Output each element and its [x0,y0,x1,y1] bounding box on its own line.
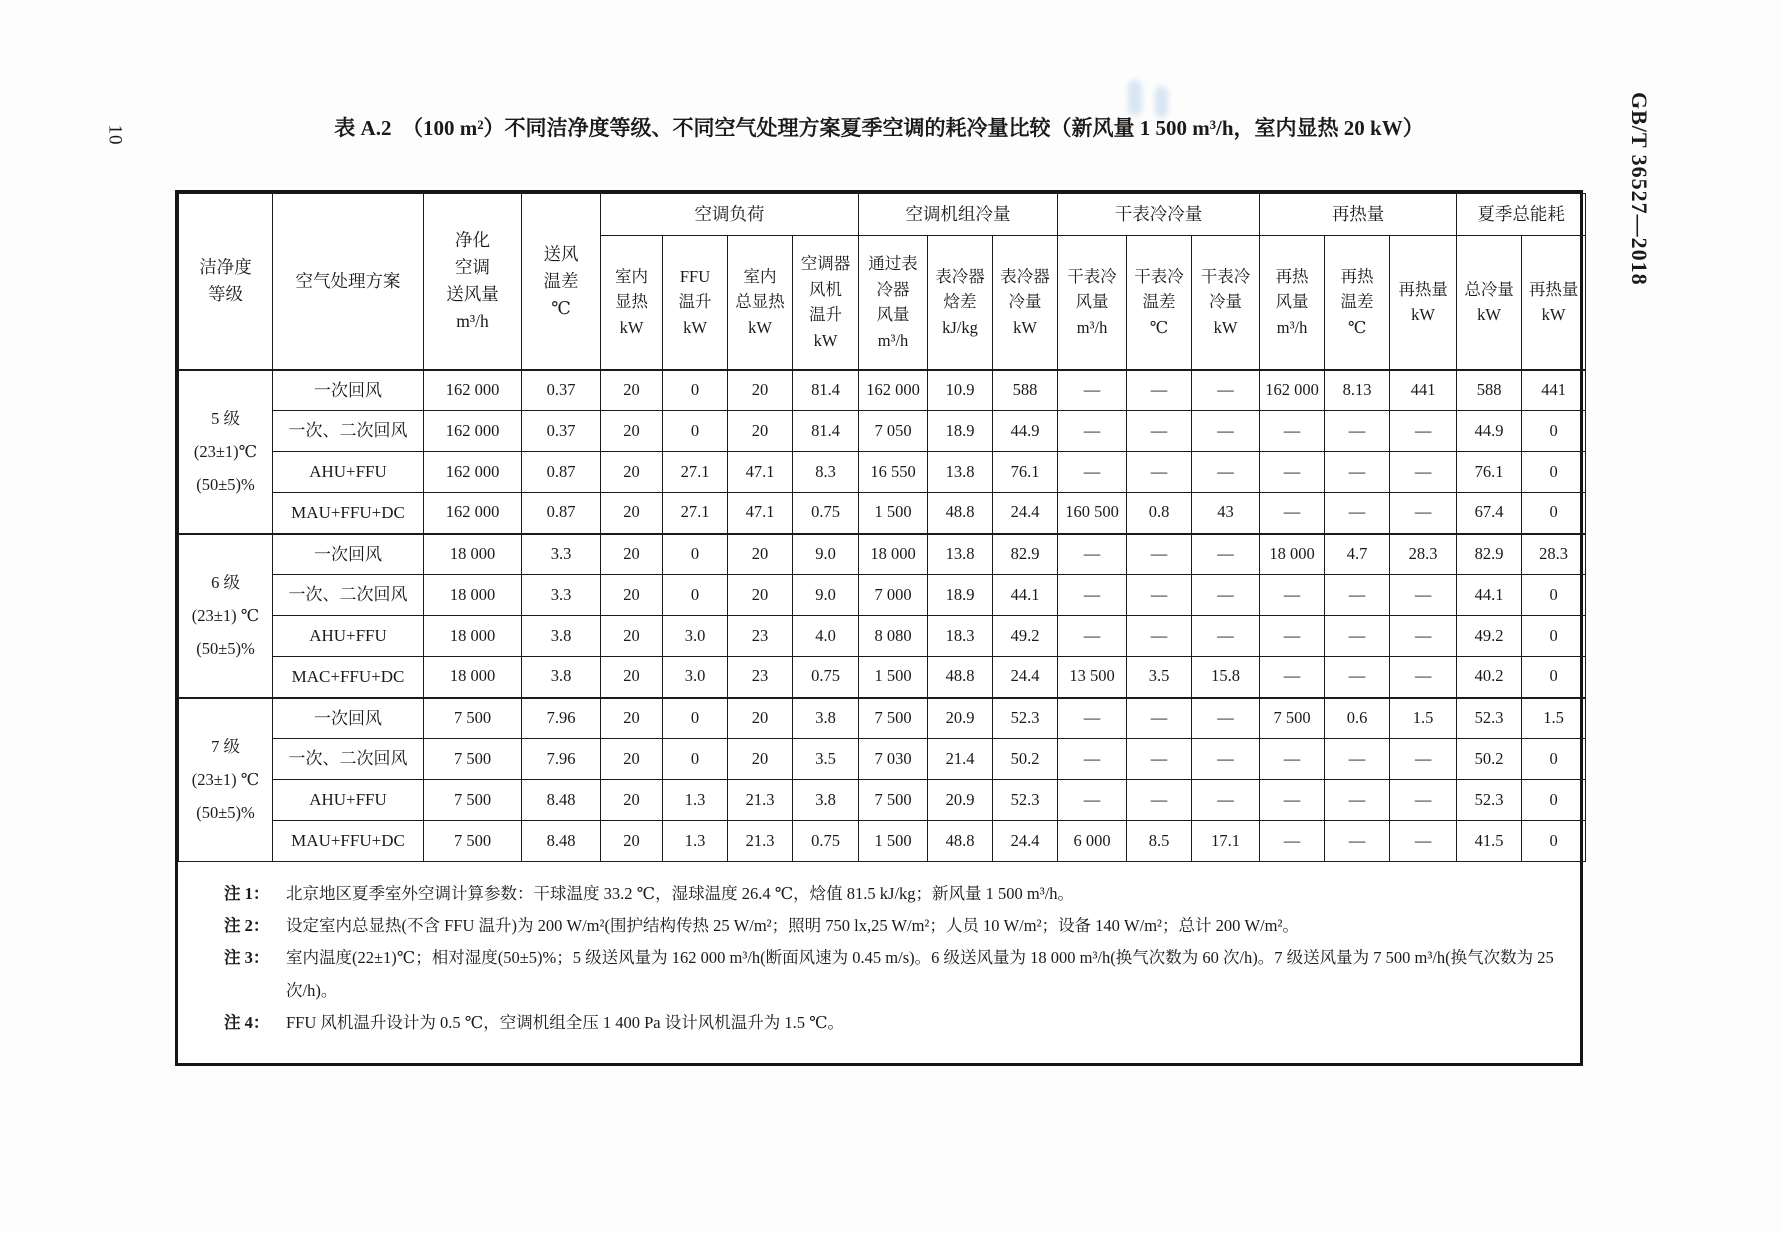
value-cell: 0 [663,411,728,452]
value-cell: — [1390,657,1457,698]
value-cell: 8.48 [522,780,601,821]
value-cell: 7 500 [1260,698,1325,739]
value-cell: 7 500 [424,780,522,821]
value-cell: 20 [728,698,793,739]
scheme-cell: 一次、二次回风 [273,411,424,452]
value-cell: 4.0 [793,616,859,657]
value-cell: — [1325,657,1390,698]
value-cell: — [1325,739,1390,780]
value-cell: 18 000 [424,534,522,575]
value-cell: 0 [1522,616,1586,657]
value-cell: 20 [728,411,793,452]
value-cell: 3.5 [1127,657,1192,698]
note-label: 注 3： [224,948,270,968]
column-header: 再热 温差 ℃ [1325,236,1390,370]
value-cell: 0.87 [522,493,601,534]
scheme-cell: MAU+FFU+DC [273,821,424,862]
value-cell: 20 [601,452,663,493]
value-cell: 18.3 [928,616,993,657]
value-cell: 18 000 [1260,534,1325,575]
value-cell: — [1192,370,1260,411]
value-cell: 8.3 [793,452,859,493]
scheme-cell: 一次、二次回风 [273,739,424,780]
value-cell: 24.4 [993,493,1058,534]
value-cell: — [1390,452,1457,493]
value-cell: 8.13 [1325,370,1390,411]
table-row [179,452,1586,493]
scheme-cell: MAU+FFU+DC [273,493,424,534]
column-header-purified-supply-air-volume: 净化 空调 送风量 m³/h [424,194,522,370]
value-cell: 27.1 [663,493,728,534]
value-cell: 76.1 [993,452,1058,493]
group-header: 夏季总能耗 [1457,194,1586,236]
table-row [179,657,1586,698]
value-cell: 24.4 [993,821,1058,862]
value-cell: 13 500 [1058,657,1127,698]
value-cell: 162 000 [1260,370,1325,411]
value-cell: 20 [601,370,663,411]
value-cell: — [1390,780,1457,821]
table-notes [178,862,1580,1063]
page-title: 表 A.2 （100 m²）不同洁净度等级、不同空气处理方案夏季空调的耗冷量比较（新风量 1 500 m³/h，室内显热 20 kW） [334,116,1424,140]
value-cell: 81.4 [793,411,859,452]
value-cell: — [1325,616,1390,657]
table-row [179,821,1586,862]
value-cell: 0 [1522,780,1586,821]
table-row [179,575,1586,616]
value-cell: 6 000 [1058,821,1127,862]
column-header: 表冷器 冷量 kW [993,236,1058,370]
page-number: 10 [104,124,126,146]
scheme-cell: 一次回风 [273,370,424,411]
value-cell: 7 050 [859,411,928,452]
value-cell: 48.8 [928,821,993,862]
value-cell: 81.4 [793,370,859,411]
column-header: 空调器 风机 温升 kW [793,236,859,370]
note-text: 室内温度(22±1)℃；相对湿度(50±5)%；5 级送风量为 162 000 m³/h(断面风速为 0.45 m/s)。6 级送风量为 18 000 m³/h(换气次数为 60 次/h)。7 级送风量为 7 500 m³/h(换气次数为 25 次/h)。 [286,948,1554,1000]
value-cell: 20 [601,739,663,780]
value-cell: 7 030 [859,739,928,780]
value-cell: — [1127,780,1192,821]
header-group-row [179,194,1586,236]
value-cell: 20 [601,698,663,739]
value-cell: 0 [1522,575,1586,616]
value-cell: 162 000 [424,493,522,534]
value-cell: — [1127,575,1192,616]
value-cell: 162 000 [859,370,928,411]
value-cell: 44.9 [993,411,1058,452]
group-header: 干表冷冷量 [1058,194,1260,236]
group-header: 空调负荷 [601,194,859,236]
value-cell: — [1192,452,1260,493]
column-header: 再热 风量 m³/h [1260,236,1325,370]
note-text: 设定室内总显热(不含 FFU 温升)为 200 W/m²(围护结构传热 25 W/m²；照明 750 lx,25 W/m²；人员 10 W/m²；设备 140 W/m²；总计 200 W/m²。 [286,916,1299,936]
note-label: 注 2： [224,916,270,936]
note-item [224,878,1554,910]
value-cell: — [1260,739,1325,780]
value-cell: 18.9 [928,575,993,616]
value-cell: 17.1 [1192,821,1260,862]
value-cell: — [1192,616,1260,657]
value-cell: 9.0 [793,575,859,616]
value-cell: — [1260,616,1325,657]
value-cell: 41.5 [1457,821,1522,862]
column-header: 干表冷 冷量 kW [1192,236,1260,370]
table-row [179,780,1586,821]
value-cell: 0 [1522,452,1586,493]
scheme-cell: AHU+FFU [273,452,424,493]
value-cell: — [1192,739,1260,780]
value-cell: 10.9 [928,370,993,411]
table-row [179,616,1586,657]
table-row [179,493,1586,534]
value-cell: 20 [728,739,793,780]
scheme-cell: 一次、二次回风 [273,575,424,616]
value-cell: 3.0 [663,616,728,657]
value-cell: 20 [601,616,663,657]
column-header: 室内 显热 kW [601,236,663,370]
value-cell: 0.6 [1325,698,1390,739]
value-cell: 0 [1522,411,1586,452]
scan-artifact-icon [1155,86,1168,118]
value-cell: 13.8 [928,534,993,575]
value-cell: — [1325,452,1390,493]
value-cell: — [1127,739,1192,780]
value-cell: 588 [993,370,1058,411]
value-cell: 0 [663,370,728,411]
value-cell: — [1058,739,1127,780]
value-cell: 9.0 [793,534,859,575]
value-cell: 8 080 [859,616,928,657]
note-label: 注 4： [224,1012,270,1032]
value-cell: 82.9 [1457,534,1522,575]
value-cell: 0.75 [793,493,859,534]
value-cell: — [1390,493,1457,534]
value-cell: 0 [1522,657,1586,698]
value-cell: — [1058,534,1127,575]
value-cell: 28.3 [1522,534,1586,575]
value-cell: 162 000 [424,370,522,411]
value-cell: 44.1 [1457,575,1522,616]
value-cell: 67.4 [1457,493,1522,534]
value-cell: — [1390,411,1457,452]
grade-cell: 5 级 (23±1)℃ (50±5)% [179,370,273,534]
value-cell: 28.3 [1390,534,1457,575]
value-cell: 162 000 [424,452,522,493]
grade-cell: 7 级 (23±1) ℃ (50±5)% [179,698,273,862]
column-header-supply-air-temp-diff: 送风 温差 ℃ [522,194,601,370]
column-header: 再热量 kW [1522,236,1586,370]
value-cell: 0.8 [1127,493,1192,534]
value-cell: — [1058,575,1127,616]
note-text: FFU 风机温升设计为 0.5 ℃，空调机组全压 1 400 Pa 设计风机温升为 1.5 ℃。 [286,1012,845,1032]
value-cell: 20.9 [928,780,993,821]
note-label: 注 1： [224,884,270,903]
value-cell: 7 000 [859,575,928,616]
value-cell: 18 000 [424,575,522,616]
value-cell: 20 [601,657,663,698]
value-cell: 47.1 [728,493,793,534]
value-cell: — [1127,534,1192,575]
column-header: 室内 总显热 kW [728,236,793,370]
value-cell: 7.96 [522,698,601,739]
value-cell: 52.3 [993,780,1058,821]
note-item [224,942,1554,1006]
value-cell: 21.3 [728,780,793,821]
data-table-container [175,190,1583,1066]
value-cell: — [1192,534,1260,575]
value-cell: — [1058,411,1127,452]
value-cell: 7 500 [424,821,522,862]
value-cell: — [1325,821,1390,862]
value-cell: — [1058,452,1127,493]
value-cell: 3.3 [522,534,601,575]
scheme-cell: 一次回风 [273,534,424,575]
value-cell: 0 [663,575,728,616]
value-cell: — [1260,657,1325,698]
value-cell: — [1127,616,1192,657]
column-header: 通过表 冷器 风量 m³/h [859,236,928,370]
scheme-cell: 一次回风 [273,698,424,739]
table-row [179,411,1586,452]
value-cell: 21.3 [728,821,793,862]
table-row [179,698,1586,739]
value-cell: — [1260,575,1325,616]
value-cell: — [1260,411,1325,452]
value-cell: 20 [728,534,793,575]
value-cell: 20 [601,821,663,862]
value-cell: 21.4 [928,739,993,780]
value-cell: 20 [601,780,663,821]
value-cell: 43 [1192,493,1260,534]
value-cell: 4.7 [1325,534,1390,575]
column-header-cleanliness-grade: 洁净度 等级 [179,194,273,370]
note-item [224,910,1554,942]
scheme-cell: AHU+FFU [273,616,424,657]
value-cell: 20 [728,575,793,616]
value-cell: — [1192,575,1260,616]
value-cell: 7 500 [424,739,522,780]
value-cell: 441 [1522,370,1586,411]
value-cell: 13.8 [928,452,993,493]
value-cell: 52.3 [1457,698,1522,739]
value-cell: 27.1 [663,452,728,493]
value-cell: — [1390,575,1457,616]
value-cell: 0.75 [793,657,859,698]
value-cell: 18 000 [424,657,522,698]
value-cell: 20 [601,575,663,616]
value-cell: 49.2 [993,616,1058,657]
value-cell: 52.3 [1457,780,1522,821]
value-cell: 0 [1522,821,1586,862]
group-header: 再热量 [1260,194,1457,236]
value-cell: — [1260,821,1325,862]
value-cell: 0 [663,534,728,575]
grade-cell: 6 级 (23±1) ℃ (50±5)% [179,534,273,698]
value-cell: 0 [663,698,728,739]
value-cell: 0 [1522,739,1586,780]
value-cell: 52.3 [993,698,1058,739]
value-cell: 23 [728,616,793,657]
value-cell: — [1260,452,1325,493]
value-cell: 47.1 [728,452,793,493]
value-cell: 50.2 [993,739,1058,780]
value-cell: — [1192,780,1260,821]
note-item [224,1007,1554,1039]
value-cell: 50.2 [1457,739,1522,780]
value-cell: 40.2 [1457,657,1522,698]
scan-artifact-icon [1128,80,1142,116]
value-cell: 23 [728,657,793,698]
value-cell: 1 500 [859,493,928,534]
value-cell: 3.5 [793,739,859,780]
value-cell: 3.3 [522,575,601,616]
table-row [179,370,1586,411]
value-cell: 1 500 [859,821,928,862]
value-cell: 49.2 [1457,616,1522,657]
value-cell: — [1192,411,1260,452]
value-cell: 1.5 [1390,698,1457,739]
value-cell: — [1058,616,1127,657]
column-header: 再热量 kW [1390,236,1457,370]
column-header: FFU 温升 kW [663,236,728,370]
value-cell: 18.9 [928,411,993,452]
value-cell: — [1260,780,1325,821]
value-cell: — [1058,370,1127,411]
value-cell: — [1390,821,1457,862]
value-cell: 0.37 [522,411,601,452]
value-cell: 160 500 [1058,493,1127,534]
value-cell: — [1390,616,1457,657]
value-cell: 1.3 [663,780,728,821]
value-cell: 3.8 [793,698,859,739]
value-cell: — [1325,780,1390,821]
value-cell: 48.8 [928,657,993,698]
value-cell: — [1325,493,1390,534]
value-cell: 3.8 [522,616,601,657]
value-cell: 7 500 [859,698,928,739]
value-cell: — [1325,575,1390,616]
value-cell: 44.1 [993,575,1058,616]
value-cell: 15.8 [1192,657,1260,698]
value-cell: — [1260,493,1325,534]
value-cell: 20 [728,370,793,411]
value-cell: — [1058,780,1127,821]
table-row [179,534,1586,575]
scheme-cell: AHU+FFU [273,780,424,821]
value-cell: — [1127,452,1192,493]
value-cell: 48.8 [928,493,993,534]
value-cell: 18 000 [424,616,522,657]
value-cell: 3.0 [663,657,728,698]
table-row [179,739,1586,780]
value-cell: 7.96 [522,739,601,780]
value-cell: — [1058,698,1127,739]
value-cell: — [1127,698,1192,739]
value-cell: — [1192,698,1260,739]
value-cell: 18 000 [859,534,928,575]
value-cell: — [1325,411,1390,452]
value-cell: 82.9 [993,534,1058,575]
scheme-cell: MAC+FFU+DC [273,657,424,698]
value-cell: — [1127,411,1192,452]
column-header: 总冷量 kW [1457,236,1522,370]
column-header-air-handling-scheme: 空气处理方案 [273,194,424,370]
value-cell: 20.9 [928,698,993,739]
note-text: 北京地区夏季室外空调计算参数：干球温度 33.2 ℃，湿球温度 26.4 ℃，焓值 81.5 kJ/kg；新风量 1 500 m³/h。 [286,884,1075,903]
value-cell: 0.75 [793,821,859,862]
value-cell: 1 500 [859,657,928,698]
value-cell: 0 [1522,493,1586,534]
value-cell: 20 [601,534,663,575]
value-cell: — [1127,370,1192,411]
value-cell: 588 [1457,370,1522,411]
column-header: 干表冷 温差 ℃ [1127,236,1192,370]
value-cell: 20 [601,411,663,452]
value-cell: 0 [663,739,728,780]
value-cell: 20 [601,493,663,534]
value-cell: — [1390,739,1457,780]
value-cell: 1.3 [663,821,728,862]
value-cell: 0.87 [522,452,601,493]
value-cell: 441 [1390,370,1457,411]
group-header: 空调机组冷量 [859,194,1058,236]
value-cell: 8.5 [1127,821,1192,862]
value-cell: 1.5 [1522,698,1586,739]
data-table [178,193,1586,862]
value-cell: 3.8 [793,780,859,821]
value-cell: 3.8 [522,657,601,698]
value-cell: 24.4 [993,657,1058,698]
value-cell: 76.1 [1457,452,1522,493]
standard-code-label: GB/T 36527—2018 [1627,92,1652,286]
column-header: 干表冷 风量 m³/h [1058,236,1127,370]
value-cell: 44.9 [1457,411,1522,452]
value-cell: 16 550 [859,452,928,493]
value-cell: 8.48 [522,821,601,862]
value-cell: 7 500 [424,698,522,739]
value-cell: 162 000 [424,411,522,452]
column-header: 表冷器 焓差 kJ/kg [928,236,993,370]
value-cell: 7 500 [859,780,928,821]
value-cell: 0.37 [522,370,601,411]
